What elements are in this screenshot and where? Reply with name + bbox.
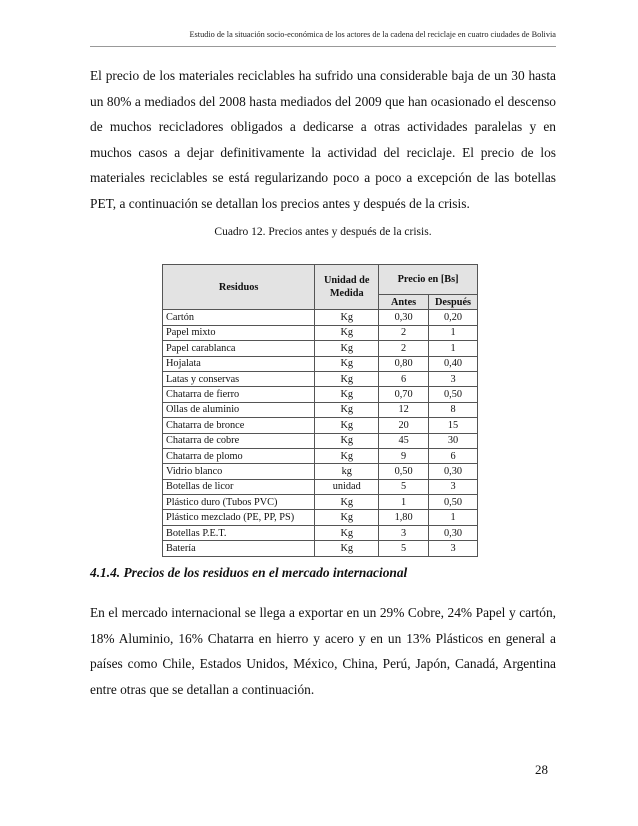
cell-residuo: Botellas de licor (163, 479, 315, 494)
cell-despues: 3 (429, 479, 478, 494)
cell-unidad: Kg (315, 356, 379, 371)
table-header-row (163, 265, 478, 295)
header-divider (90, 46, 556, 47)
cell-antes: 20 (379, 418, 429, 433)
table-row (163, 464, 478, 479)
table-row (163, 310, 478, 325)
cell-despues: 3 (429, 371, 478, 386)
cell-residuo: Chatarra de cobre (163, 433, 315, 448)
cell-unidad: Kg (315, 387, 379, 402)
cell-despues: 1 (429, 341, 478, 356)
international-market-paragraph: En el mercado internacional se llega a exportar en un 29% Cobre, 24% Papel y cartón, 18% Aluminio, 16% Chatarra en hierro y acero y en un 13% Plásticos en general a países como Chile, Estados Unidos, México, China, Perú, Japón, Canadá, Argentina entre otras que se detallan a continuación. (90, 605, 556, 697)
table-row (163, 479, 478, 494)
cell-antes: 45 (379, 433, 429, 448)
cell-despues: 0,50 (429, 387, 478, 402)
cell-unidad: Kg (315, 510, 379, 525)
cell-residuo: Botellas P.E.T. (163, 525, 315, 540)
cell-antes: 5 (379, 541, 429, 556)
cell-residuo: Plástico duro (Tubos PVC) (163, 495, 315, 510)
table-row (163, 325, 478, 340)
cell-despues: 8 (429, 402, 478, 417)
intro-paragraph: El precio de los materiales reciclables ha sufrido una considerable baja de un 30 hasta un 80% a mediados del 2008 hasta mediados del 2009 que han ocasionado el descenso de muchos recicladores obligados a dedicarse a otras actividades paralelas y en muchos casos a dejar definitivamente la actividad del reciclaje. El precio de los materiales reciclables se está regularizando poco a poco a excepción de las botellas PET, a continuación se detallan los precios antes y después de la crisis. (90, 68, 556, 211)
cell-unidad: Kg (315, 495, 379, 510)
prices-table (162, 264, 478, 557)
cell-antes: 6 (379, 371, 429, 386)
cell-unidad: Kg (315, 433, 379, 448)
cell-antes: 2 (379, 325, 429, 340)
cell-antes: 0,30 (379, 310, 429, 325)
cell-antes: 5 (379, 479, 429, 494)
table-row (163, 495, 478, 510)
cell-despues: 30 (429, 433, 478, 448)
cell-residuo: Chatarra de bronce (163, 418, 315, 433)
table-row (163, 541, 478, 556)
table-row (163, 433, 478, 448)
table-row (163, 387, 478, 402)
cell-unidad: Kg (315, 525, 379, 540)
table-row (163, 510, 478, 525)
cell-unidad: Kg (315, 371, 379, 386)
table-body (163, 310, 478, 556)
cell-residuo: Chatarra de plomo (163, 448, 315, 463)
cell-residuo: Chatarra de fierro (163, 387, 315, 402)
cell-antes: 9 (379, 448, 429, 463)
cell-unidad: kg (315, 464, 379, 479)
cell-unidad: unidad (315, 479, 379, 494)
cell-unidad: Kg (315, 310, 379, 325)
cell-residuo: Ollas de aluminio (163, 402, 315, 417)
cell-despues: 1 (429, 510, 478, 525)
cell-despues: 15 (429, 418, 478, 433)
cell-antes: 2 (379, 341, 429, 356)
table-row (163, 356, 478, 371)
cell-unidad: Kg (315, 448, 379, 463)
cell-residuo: Latas y conservas (163, 371, 315, 386)
cell-antes: 0,70 (379, 387, 429, 402)
cell-residuo: Batería (163, 541, 315, 556)
cell-antes: 1 (379, 495, 429, 510)
table-row (163, 448, 478, 463)
table-row (163, 341, 478, 356)
cell-unidad: Kg (315, 341, 379, 356)
cell-unidad: Kg (315, 402, 379, 417)
cell-antes: 12 (379, 402, 429, 417)
running-header: Estudio de la situación socio-económica de los actores de la cadena del reciclaje en cuatro ciudades de Bolivia (189, 30, 556, 39)
cell-residuo: Papel mixto (163, 325, 315, 340)
table-caption: Cuadro 12. Precios antes y después de la crisis. (214, 226, 432, 238)
cell-unidad: Kg (315, 541, 379, 556)
page-number: 28 (535, 762, 548, 777)
cell-residuo: Vidrio blanco (163, 464, 315, 479)
cell-despues: 0,30 (429, 525, 478, 540)
cell-antes: 0,80 (379, 356, 429, 371)
cell-unidad: Kg (315, 325, 379, 340)
cell-antes: 3 (379, 525, 429, 540)
header-antes: Antes (379, 295, 429, 310)
cell-residuo: Plástico mezclado (PE, PP, PS) (163, 510, 315, 525)
cell-residuo: Cartón (163, 310, 315, 325)
cell-residuo: Papel carablanca (163, 341, 315, 356)
cell-antes: 1,80 (379, 510, 429, 525)
cell-despues: 3 (429, 541, 478, 556)
cell-residuo: Hojalata (163, 356, 315, 371)
cell-despues: 1 (429, 325, 478, 340)
header-precio: Precio en [Bs] (379, 265, 478, 295)
cell-despues: 0,50 (429, 495, 478, 510)
header-residuos: Residuos (163, 265, 315, 310)
header-unidad: Unidad de Medida (315, 265, 379, 310)
table-row (163, 525, 478, 540)
cell-despues: 0,40 (429, 356, 478, 371)
cell-unidad: Kg (315, 418, 379, 433)
table-row (163, 371, 478, 386)
table-row (163, 402, 478, 417)
table-row (163, 418, 478, 433)
cell-antes: 0,50 (379, 464, 429, 479)
section-heading: 4.1.4. Precios de los residuos en el mercado internacional (90, 565, 408, 580)
header-despues: Después (429, 295, 478, 310)
cell-despues: 6 (429, 448, 478, 463)
cell-despues: 0,20 (429, 310, 478, 325)
cell-despues: 0,30 (429, 464, 478, 479)
